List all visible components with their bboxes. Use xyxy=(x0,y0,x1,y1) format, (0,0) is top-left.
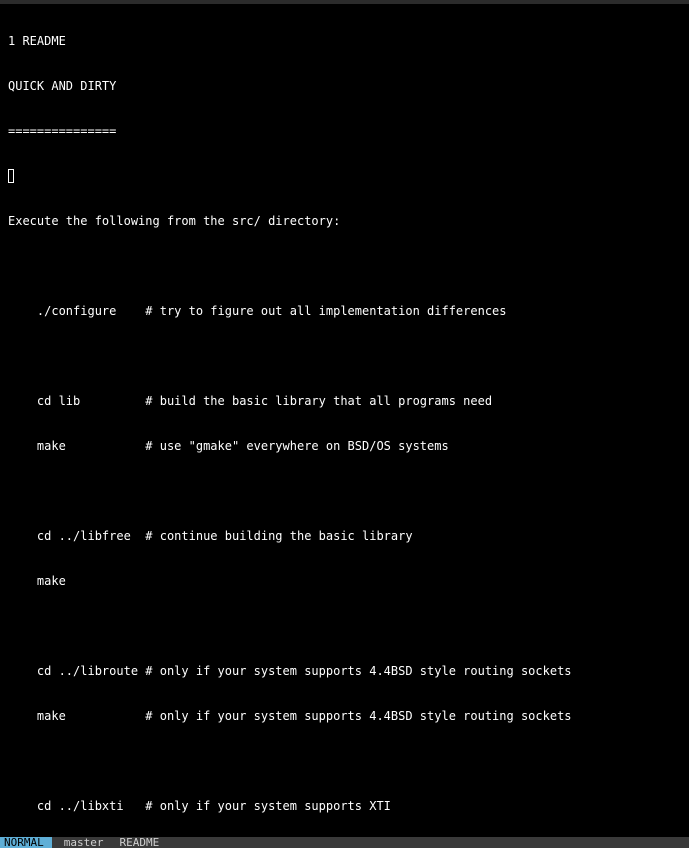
editor-line[interactable]: Execute the following from the src/ directory: xyxy=(8,214,341,228)
editor-line[interactable] xyxy=(8,258,689,275)
editor-line[interactable]: 1 README xyxy=(8,34,66,48)
editor-line[interactable]: ./configure # try to figure out all implementation differences xyxy=(8,304,507,318)
text-editor-buffer[interactable] xyxy=(8,5,689,835)
editor-line[interactable] xyxy=(8,348,689,365)
editor-line[interactable]: QUICK AND DIRTY xyxy=(8,79,117,93)
editor-line[interactable] xyxy=(8,753,689,770)
editor-line[interactable]: cd lib # build the basic library that all programs need xyxy=(8,394,493,408)
git-branch-label: master xyxy=(63,837,104,848)
editor-line[interactable] xyxy=(8,483,689,500)
filename-label: README xyxy=(119,837,160,848)
editor-line[interactable] xyxy=(8,618,689,635)
editor-line[interactable]: cd ../libxti # only if your system supports XTI xyxy=(8,799,391,813)
status-line xyxy=(0,837,689,848)
editor-line[interactable]: make xyxy=(8,574,66,588)
editor-line[interactable]: cd ../libroute # only if your system supports 4.4BSD style routing sockets xyxy=(8,664,572,678)
text-cursor xyxy=(8,169,14,183)
editor-line-with-cursor[interactable] xyxy=(8,168,689,185)
editor-line[interactable]: make # only if your system supports 4.4BSD style routing sockets xyxy=(8,709,572,723)
editor-line[interactable]: cd ../libfree # continue building the basic library xyxy=(8,529,413,543)
window-top-bar xyxy=(0,0,689,4)
editor-line[interactable]: =============== xyxy=(8,124,117,138)
editor-line[interactable]: make # use "gmake" everywhere on BSD/OS systems xyxy=(8,439,449,453)
mode-indicator: NORMAL xyxy=(0,837,52,848)
